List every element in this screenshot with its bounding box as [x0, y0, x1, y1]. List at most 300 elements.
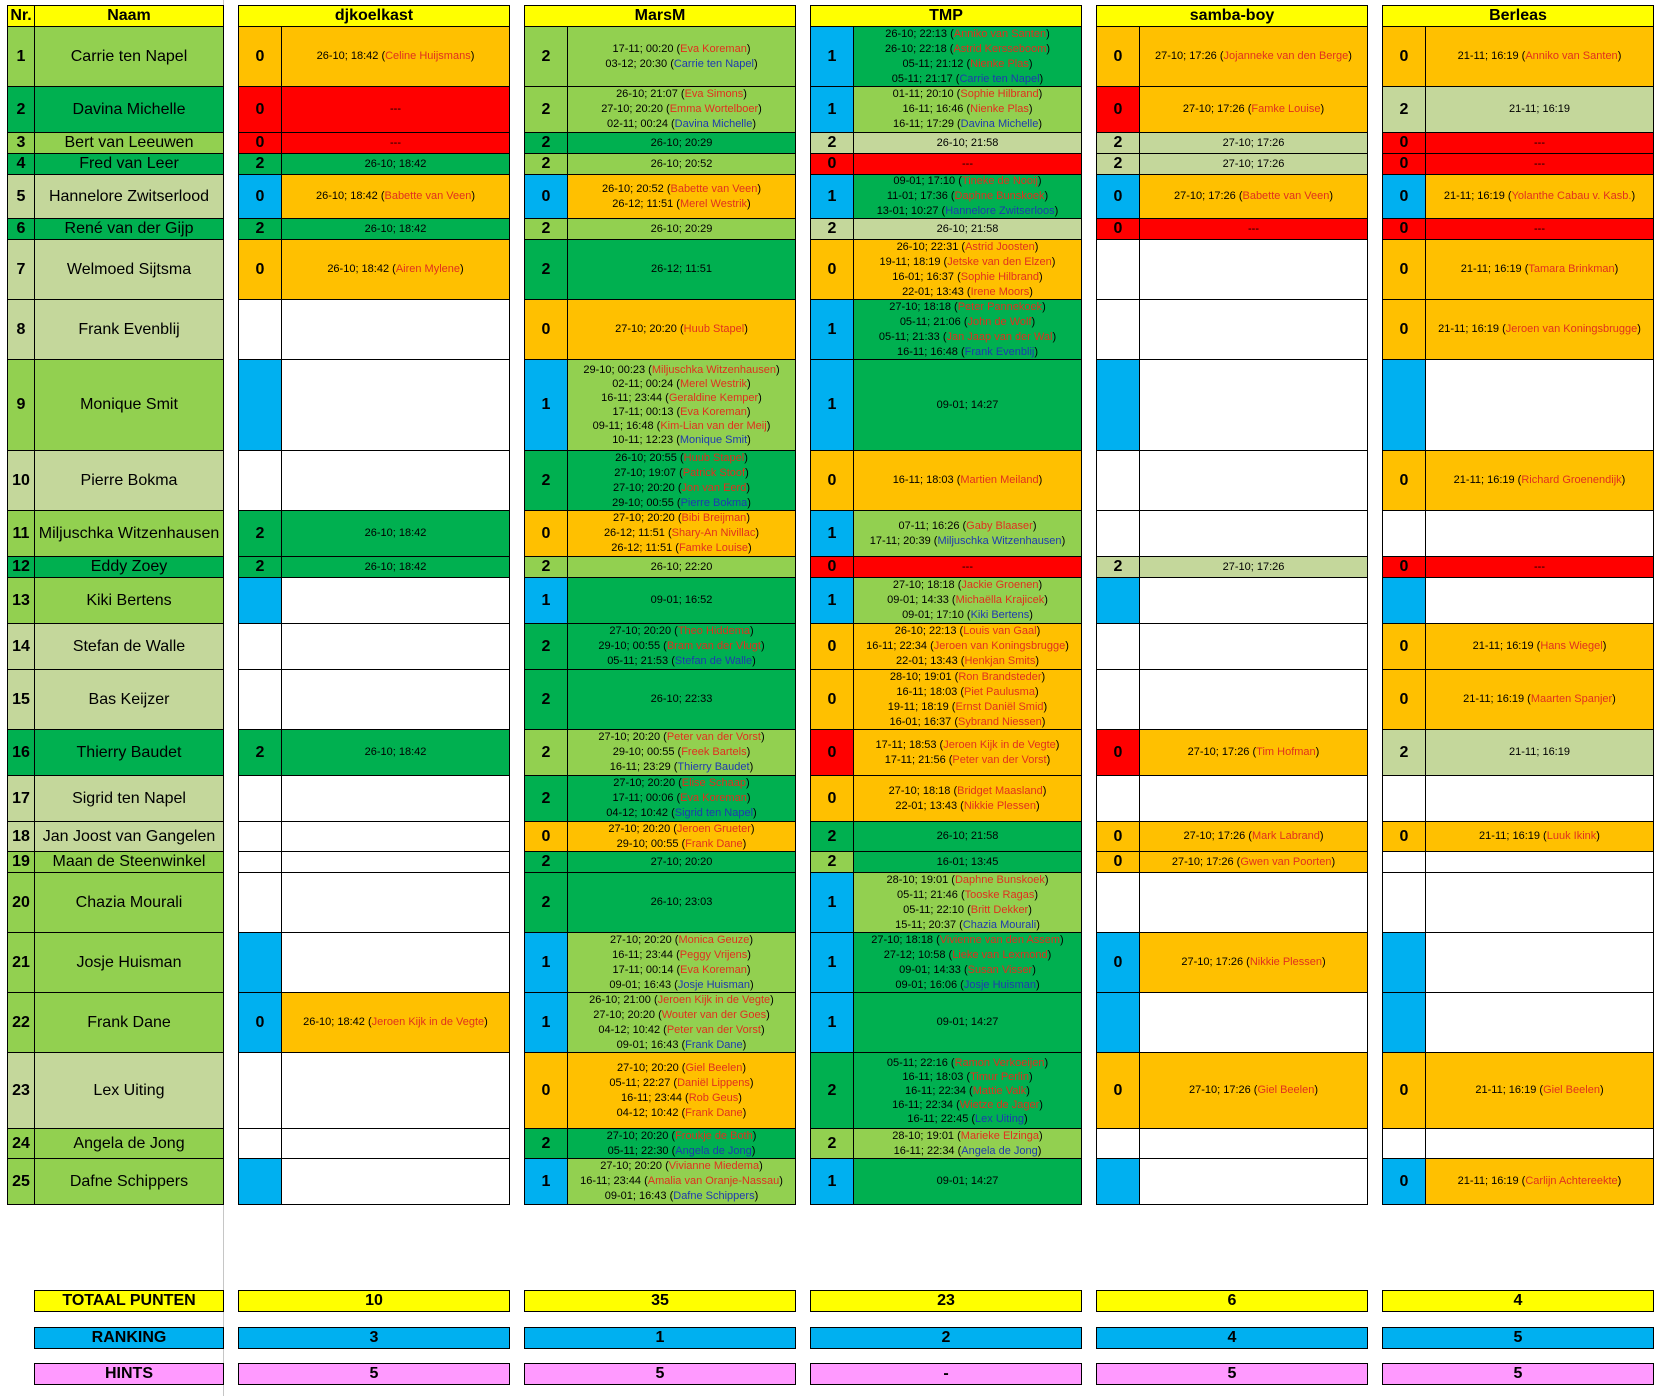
guess-time: )	[749, 933, 754, 946]
points-cell	[1382, 511, 1426, 557]
guess-line	[1223, 560, 1285, 575]
guess-time: 22-01; 13:43 (	[895, 799, 964, 812]
guessed-name: Eva Koreman	[680, 42, 747, 55]
guessed-name: Shary-An Nivillac	[671, 527, 756, 539]
guess-line	[617, 837, 747, 852]
guess-time: ---	[390, 103, 401, 115]
points-cell: 2	[524, 87, 568, 133]
correct-name: Davina Michelle	[674, 118, 753, 130]
guess-time: ---	[1534, 157, 1545, 170]
contestant-name: Miljuschka Witzenhausen	[35, 511, 224, 557]
guess-time: 19-11; 18:19 (	[879, 255, 948, 268]
guess-time: 27-10; 20:20 (	[613, 777, 682, 789]
guessed-name: Michaëlla Krajicek	[955, 594, 1045, 606]
guessed-name: Mattie Valk	[972, 1084, 1027, 1097]
guessed-name: Daphne Bunskoek	[954, 190, 1045, 202]
guess-time: 05-11; 22:16 (	[886, 1056, 955, 1069]
summary-label-totaal-punten: TOTAAL PUNTEN	[34, 1290, 224, 1312]
guess-details-cell	[282, 451, 510, 511]
row-number: 3	[7, 133, 35, 154]
guess-line	[1534, 560, 1545, 575]
guess-time: 11-01; 17:36 (	[886, 190, 955, 202]
guess-time: )	[1042, 784, 1047, 797]
guess-time: 27-10; 17:26 (	[1182, 103, 1252, 115]
guessed-name: Nienke Plas	[970, 57, 1029, 70]
guess-line	[892, 1129, 1042, 1144]
guessed-name: John de Wolf	[967, 315, 1032, 328]
guess-time: 05-11; 22:27 (	[609, 1076, 678, 1089]
guess-details-cell	[1140, 993, 1368, 1053]
guessed-name: Eva Koreman	[680, 406, 747, 418]
points-cell: 2	[810, 1129, 854, 1159]
guess-time: 27-10; 17:26 (	[1181, 956, 1250, 968]
points-cell	[238, 1129, 282, 1159]
points-cell	[238, 670, 282, 730]
guess-details-cell	[854, 154, 1082, 175]
guessed-name: Eva Koreman	[680, 963, 747, 976]
contestant-name: Welmoed Sijtsma	[35, 240, 224, 300]
guessed-name: Jon van Eerd	[681, 481, 747, 494]
guess-time: )	[1042, 300, 1046, 313]
guess-details-cell	[568, 557, 796, 578]
guess-line	[1509, 745, 1570, 760]
guess-details-cell	[282, 993, 510, 1053]
guess-details-cell	[1426, 133, 1654, 154]
guess-line	[365, 157, 427, 172]
summary-value: 4	[1096, 1327, 1368, 1349]
points-cell: 2	[524, 730, 568, 776]
team-header-marsm: MarsM	[524, 5, 796, 27]
guess-time: 17-11; 00:20 (	[612, 42, 681, 55]
points-cell: 0	[1382, 451, 1426, 511]
correct-name: Sigrid ten Napel	[674, 807, 754, 819]
guess-line	[1223, 157, 1285, 172]
guess-time: )	[749, 1076, 754, 1089]
points-cell: 2	[524, 451, 568, 511]
guessed-name: Daphne Bunskoek	[954, 873, 1045, 886]
guess-line	[893, 473, 1043, 488]
points-cell: 2	[524, 240, 568, 300]
guessed-name: Kim-Lian van der Meij	[660, 420, 767, 432]
guess-line	[900, 315, 1035, 330]
guess-line	[962, 157, 973, 172]
summary-value: 5	[524, 1363, 796, 1385]
guess-line	[937, 1174, 999, 1189]
guess-line	[613, 481, 750, 496]
guessed-name: Elise Schaap	[681, 777, 747, 789]
guess-time: 29-10; 00:55 (	[612, 496, 681, 509]
guessed-name: Wietze de Jager	[959, 1098, 1040, 1111]
guess-details-cell	[1140, 670, 1368, 730]
guess-details-cell	[568, 451, 796, 511]
guess-details-cell	[854, 933, 1082, 993]
guessed-name: Sybrand Niessen	[958, 715, 1042, 728]
guess-time: )	[1038, 474, 1043, 486]
guess-line	[897, 345, 1038, 360]
guess-details-cell	[854, 822, 1082, 852]
guess-details-cell	[282, 360, 510, 451]
guess-details-cell	[1426, 175, 1654, 219]
guess-line	[651, 692, 713, 707]
guess-details-cell	[1140, 624, 1368, 670]
guess-line	[905, 1084, 1030, 1098]
guess-time: 26-10; 22:18 (	[884, 42, 954, 55]
guess-time: )	[752, 655, 756, 667]
guess-details-cell	[854, 852, 1082, 873]
summary-value: 4	[1382, 1290, 1654, 1312]
guess-time: )	[1028, 103, 1033, 115]
points-cell: 2	[524, 219, 568, 240]
guess-time: 09-01; 14:27	[936, 1016, 999, 1028]
points-cell: 0	[238, 133, 282, 154]
guess-line	[888, 700, 1047, 715]
guess-time: 13-01; 10:27 (	[876, 205, 946, 217]
guess-time: 21-11; 16:19	[1509, 746, 1570, 758]
contestant-name: Pierre Bokma	[35, 451, 224, 511]
guess-line	[317, 49, 475, 64]
guess-time: )	[1044, 1056, 1049, 1069]
guess-line	[1444, 189, 1635, 204]
guess-time: )	[1028, 57, 1033, 70]
guess-time: )	[1041, 715, 1046, 728]
guess-line	[608, 1144, 756, 1159]
guess-time: 19-11; 18:19 (	[887, 700, 956, 713]
points-cell: 1	[810, 360, 854, 451]
guess-time: 26-10; 18:42 (	[327, 263, 396, 275]
guess-time: )	[746, 42, 751, 55]
guess-line	[902, 102, 1032, 117]
guess-time: 16-11; 22:34 (	[866, 640, 934, 652]
guess-line	[612, 496, 751, 511]
guess-details-cell	[568, 624, 796, 670]
guess-time: 05-11; 21:53 (	[607, 655, 675, 667]
points-cell	[238, 300, 282, 360]
summary-value: 23	[810, 1290, 1082, 1312]
guessed-name: Patrick Stoof	[682, 466, 746, 479]
guess-time: )	[1043, 700, 1048, 713]
guess-time: )	[742, 1106, 747, 1119]
guess-time: )	[1039, 72, 1044, 85]
guess-line	[1155, 49, 1352, 64]
guess-time: 02-11; 00:24 (	[612, 378, 680, 390]
guess-time: )	[749, 625, 754, 637]
points-cell	[1096, 240, 1140, 300]
points-cell: 0	[810, 776, 854, 822]
guessed-name: Famke Louise	[1251, 103, 1321, 115]
guess-details-cell	[282, 933, 510, 993]
guess-details-cell	[282, 300, 510, 360]
guess-time: )	[775, 364, 780, 376]
guess-time: )	[766, 1008, 770, 1021]
points-cell: 0	[1096, 852, 1140, 873]
guessed-name: Peggy Vrijens	[679, 948, 748, 961]
guess-details-cell	[854, 578, 1082, 624]
guess-line	[1458, 1174, 1622, 1189]
guess-details-cell	[568, 873, 796, 933]
guess-time: 26-10; 18:42 (	[316, 50, 386, 62]
guess-details-cell	[1140, 240, 1368, 300]
points-cell: 0	[1382, 1159, 1426, 1205]
guess-details-cell	[282, 578, 510, 624]
guess-time: 26-10; 21:58	[936, 136, 999, 149]
guess-details-cell	[1426, 360, 1654, 451]
guess-time: 27-10; 17:26 (	[1155, 50, 1224, 62]
correct-name: Stefan de Walle	[674, 655, 753, 667]
guess-line	[876, 738, 1060, 753]
guessed-name: Merel Westrik	[679, 378, 748, 390]
guess-line	[885, 42, 1050, 57]
guessed-name: Giel Beelen	[1257, 1084, 1315, 1096]
row-number: 22	[7, 993, 35, 1053]
guess-line	[885, 27, 1050, 42]
guessed-name: Giel Beelen	[1543, 1084, 1600, 1096]
guessed-name: Gaby Blaaser	[966, 519, 1033, 532]
guess-line	[887, 189, 1048, 204]
guessed-name: Jeroen Kijk in de Vegte	[657, 993, 771, 1006]
correct-name: Frank Evenblij	[964, 345, 1035, 358]
guess-time: 21-11; 16:19 (	[1453, 474, 1522, 486]
guess-details-cell	[1140, 873, 1368, 933]
guess-time: )	[744, 451, 748, 464]
row-number: 6	[7, 219, 35, 240]
points-cell	[1382, 873, 1426, 933]
guess-time: )	[754, 1190, 759, 1202]
points-cell: 0	[238, 993, 282, 1053]
guess-line	[890, 715, 1046, 730]
guess-time: 27-10; 20:20	[650, 855, 713, 868]
guess-time: )	[758, 392, 762, 404]
points-cell: 0	[524, 175, 568, 219]
guess-line	[889, 784, 1047, 799]
guess-time: )	[746, 746, 751, 758]
guess-time: )	[1026, 1084, 1030, 1097]
guessed-name: Jetske van den Elzen	[947, 255, 1052, 268]
guess-line	[613, 511, 750, 526]
guess-time: 27-10; 20:20 (	[613, 512, 682, 524]
guess-time: 21-11; 16:19 (	[1463, 693, 1531, 705]
guess-time: )	[766, 420, 771, 432]
guess-line	[651, 136, 713, 151]
guess-line	[895, 799, 1039, 814]
guess-details-cell	[854, 993, 1082, 1053]
guess-line	[880, 255, 1056, 270]
guess-time: 26-10; 20:29	[650, 222, 713, 235]
guess-time: 28-10; 19:01 (	[889, 670, 959, 683]
guess-time: )	[751, 1144, 756, 1157]
guess-line	[598, 1023, 764, 1038]
header-name: Naam	[34, 5, 224, 27]
guess-details-cell	[282, 511, 510, 557]
guess-time: )	[748, 542, 752, 554]
points-cell: 0	[524, 300, 568, 360]
guess-time: )	[1037, 175, 1042, 187]
guess-time: 02-11; 00:24 (	[606, 118, 675, 130]
guessed-name: Sophie Hilbrand	[960, 270, 1040, 283]
guess-line	[896, 654, 1039, 669]
points-cell	[238, 873, 282, 933]
guess-details-cell	[1426, 852, 1654, 873]
guess-details-cell	[1140, 822, 1368, 852]
guessed-name: Bram van der Vlugt	[666, 640, 761, 652]
guessed-name: Bridget Maasland	[957, 784, 1043, 797]
points-cell	[1096, 360, 1140, 451]
row-number: 7	[7, 240, 35, 300]
guess-time: )	[1046, 753, 1051, 766]
guess-line	[613, 776, 749, 791]
guess-time: )	[484, 1016, 488, 1028]
points-cell	[238, 822, 282, 852]
guess-time: )	[1631, 190, 1636, 202]
points-cell: 0	[238, 27, 282, 87]
guessed-name: Eva Koreman	[680, 792, 747, 804]
guess-time: )	[1038, 118, 1042, 130]
correct-name: Davina Michelle	[960, 118, 1039, 130]
guessed-name: Jeroen van Koningsbrugge	[1505, 323, 1638, 335]
guess-time: 26-10; 20:29	[650, 136, 713, 149]
guess-time: 17-11; 00:13 (	[612, 406, 681, 418]
guess-time: 29-10; 00:23 (	[583, 364, 652, 376]
guess-details-cell	[282, 557, 510, 578]
guess-line	[316, 189, 475, 204]
points-cell: 0	[1382, 300, 1426, 360]
row-number: 23	[7, 1053, 35, 1129]
points-cell: 0	[810, 670, 854, 730]
guess-time: )	[760, 640, 765, 652]
points-cell: 0	[810, 451, 854, 511]
guess-line	[893, 117, 1042, 132]
guess-time: 21-11; 16:19 (	[1438, 323, 1506, 335]
guess-details-cell	[1426, 87, 1654, 133]
correct-name: Carrie ten Napel	[959, 72, 1040, 85]
guess-details-cell	[1140, 219, 1368, 240]
points-cell: 0	[1382, 557, 1426, 578]
guess-line	[607, 1129, 757, 1144]
row-number: 13	[7, 578, 35, 624]
guess-line	[583, 363, 779, 377]
summary-value: 2	[810, 1327, 1082, 1349]
guessed-name: Babette van Veen	[384, 190, 472, 202]
points-cell: 2	[238, 219, 282, 240]
points-cell	[1096, 511, 1140, 557]
guessed-name: Peter van der Vorst	[952, 753, 1047, 766]
guess-line	[327, 262, 463, 277]
guess-line	[617, 1038, 747, 1053]
guessed-name: Sophie Hilbrand	[960, 88, 1039, 100]
points-cell: 1	[524, 360, 568, 451]
guess-line	[937, 855, 999, 870]
guess-time: 26-10; 18:42	[364, 222, 427, 235]
guessed-name: Daniël Lippens	[677, 1076, 750, 1089]
guess-details-cell	[1426, 1159, 1654, 1205]
guess-time: )	[1038, 579, 1043, 591]
guess-time: )	[1029, 609, 1033, 621]
points-cell: 0	[238, 240, 282, 300]
guess-time: )	[1065, 640, 1069, 652]
guess-details-cell	[568, 1129, 796, 1159]
contestant-name: René van der Gijp	[35, 219, 224, 240]
guess-time: 16-01; 13:45	[936, 855, 999, 868]
guess-time: 09-01; 14:27	[936, 398, 999, 411]
contestant-name: Bert van Leeuwen	[35, 133, 224, 154]
guess-time: 07-11; 16:26 (	[898, 519, 967, 532]
guess-details-cell	[282, 776, 510, 822]
guess-line	[1509, 102, 1570, 117]
guess-time: ---	[1248, 222, 1259, 235]
guess-details-cell	[568, 133, 796, 154]
points-cell: 0	[1382, 624, 1426, 670]
guess-time: 21-11; 16:19 (	[1457, 1175, 1526, 1187]
points-cell	[1382, 360, 1426, 451]
guessed-name: Peter van der Vorst	[666, 1023, 761, 1036]
guess-time: )	[1321, 956, 1326, 968]
guess-line	[902, 608, 1033, 623]
guessed-name: Eva Simons	[684, 88, 744, 100]
guessed-name: Lieke van Lexmond	[952, 948, 1048, 961]
points-cell	[238, 451, 282, 511]
guess-time: 27-10; 20:20 (	[613, 481, 682, 494]
guess-time: )	[1051, 255, 1056, 268]
guess-details-cell	[1140, 852, 1368, 873]
guess-line	[601, 102, 762, 117]
guess-time: 26-10; 20:52	[650, 157, 713, 170]
guess-time: 26-12; 11:51 (	[611, 542, 679, 554]
guess-time: 05-11; 21:06 (	[899, 315, 968, 328]
guess-line	[390, 102, 401, 117]
guess-line	[616, 87, 747, 102]
guess-details-cell	[568, 822, 796, 852]
summary-value: 5	[1382, 1363, 1654, 1385]
guess-line	[1188, 745, 1320, 760]
guessed-name: Mark Labrand	[1251, 830, 1320, 842]
guess-time: )	[1348, 50, 1352, 62]
guess-details-cell	[1140, 87, 1368, 133]
guess-time: )	[743, 88, 747, 100]
guess-time: 27-10; 20:20 (	[600, 1160, 669, 1172]
points-cell	[238, 360, 282, 451]
guess-time: 16-11; 16:48 (	[896, 345, 965, 358]
contestant-name: Hannelore Zwitserlood	[35, 175, 224, 219]
points-cell	[1382, 578, 1426, 624]
guessed-name: Merel Westrik	[679, 197, 748, 210]
guess-time: 26-10; 18:42	[364, 527, 427, 539]
guess-line	[605, 1189, 759, 1204]
guess-time: )	[761, 1023, 765, 1036]
contestant-name: Eddy Zoey	[35, 557, 224, 578]
guess-time: )	[746, 777, 750, 789]
guess-time: )	[1032, 963, 1036, 976]
guess-line	[907, 1112, 1027, 1126]
guessed-name: Geraldine Kemper	[668, 392, 759, 404]
row-number: 11	[7, 511, 35, 557]
guess-time: 26-10; 22:13 (	[885, 27, 954, 40]
points-cell	[1382, 852, 1426, 873]
guess-details-cell	[854, 1129, 1082, 1159]
guess-line	[612, 197, 750, 212]
guess-line	[885, 753, 1051, 768]
guess-details-cell	[854, 451, 1082, 511]
guess-details-cell	[1140, 360, 1368, 451]
guess-time: )	[1039, 1129, 1043, 1142]
guess-line	[1438, 322, 1641, 337]
guess-details-cell	[1426, 557, 1654, 578]
guess-line	[609, 624, 753, 639]
guess-line	[1172, 855, 1335, 870]
guess-line	[593, 1008, 770, 1023]
guess-details-cell	[568, 87, 796, 133]
points-cell	[1382, 1129, 1426, 1159]
guess-details-cell	[282, 1053, 510, 1129]
row-number: 20	[7, 873, 35, 933]
